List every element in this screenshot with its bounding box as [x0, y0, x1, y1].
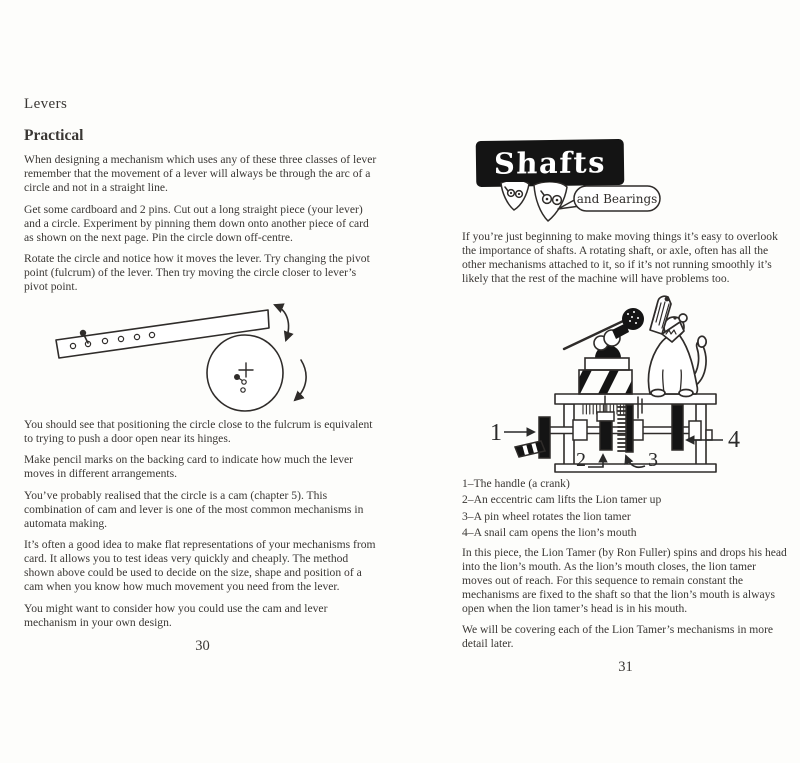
callout-4: 4: [728, 426, 740, 453]
lion-eye: [673, 316, 676, 319]
list-item: 4–A snail cam opens the lion’s mouth: [462, 526, 637, 539]
page-number: 30: [195, 637, 210, 654]
speech-bubble-text: and Bearings: [576, 192, 658, 206]
lever-swing-arrow: [275, 305, 289, 340]
lion-body: [648, 334, 697, 394]
lion-ear: [679, 314, 687, 322]
list-item: 3–A pin wheel rotates the lion tamer: [462, 509, 631, 523]
page-number: 31: [618, 659, 633, 675]
list-item: 1–The handle (a crank): [462, 476, 570, 490]
paragraph: We will be covering each of the Lion Tamer’s mechanisms in more detail later.: [462, 623, 774, 650]
lion-tamer-figure: [452, 294, 792, 474]
paragraph: You might want to consider how you could use the cam and lever mechanism in your own design.: [24, 601, 328, 629]
paragraph: If you’re just beginning to make moving things it’s easy to overlook the importance of shafts. A rotating shaft, or axle, often has all the other mechanisms attached to it, so if it’s not running smoothly it’s likely that the rest of the machine will have problems too.: [462, 230, 778, 285]
snail-cam: [672, 405, 683, 450]
shaft-character-left: [501, 182, 529, 210]
pedestal: [571, 345, 646, 394]
bearing-block: [689, 421, 701, 440]
pin-wheel: [626, 405, 633, 452]
page-title: Levers: [24, 96, 68, 112]
bearing-block: [573, 420, 587, 440]
right-page: [462, 140, 789, 676]
shafts-chapter-logo: [462, 140, 789, 230]
paragraph: It’s often a good idea to make flat representations of your mechanisms from card. It allows you to test ideas very quickly and cheaply. The method shown above could be used to decide on the size, shape and position of a cam when you know how much movement you need from the lever.: [24, 538, 376, 593]
tamer-head: [622, 308, 644, 330]
paragraph: In this piece, the Lion Tamer (by Ron Fuller) spins and drops his head into the lion’s mouth. As the lion’s mouth closes, the lion tamer moves out of reach. For this sequence to remain constant the mechanisms are fixed to the shaft so that the lion’s mouth is always open when the lion tamer’s head is in his mouth.: [462, 545, 787, 615]
lion: [648, 296, 706, 396]
callout-2: 2: [576, 448, 586, 471]
mechanism-list: [462, 476, 789, 542]
cam-lever-diagram: [24, 302, 380, 414]
left-page: [24, 96, 381, 655]
list-item: 2–An eccentric cam lifts the Lion tamer up: [462, 493, 662, 506]
pivot-pin: [80, 329, 86, 335]
paragraph: Make pencil marks on the backing card to indicate how much the lever moves in different arrangements.: [24, 453, 354, 480]
paragraph: Get some cardboard and 2 pins. Cut out a long straight piece (your lever) and a circle. Experiment by pinning them down onto another piece of card as shown on the next page. Pin the circle down off-centre.: [24, 202, 369, 244]
paragraph: You should see that positioning the circle close to the fulcrum is equivalent to trying to push a door open near its hinges.: [24, 417, 373, 445]
cam-rotation-arrow: [295, 360, 306, 400]
eccentric-cam: [600, 421, 612, 450]
shafts-banner: [476, 139, 625, 187]
banner-title: Shafts: [493, 145, 607, 181]
lion-nose: [665, 296, 670, 301]
paragraph: You’ve probably realised that the circle is a cam (chapter 5). This combination of cam and lever is one of the most common mechanisms in automata making.: [24, 488, 364, 530]
callout-3: 3: [648, 448, 658, 471]
cam-circle: [207, 335, 283, 411]
shaft-characters-and-bubble: [498, 182, 668, 240]
callout-1: 1: [490, 419, 502, 446]
cam-follower: [597, 412, 614, 421]
section-heading: Practical: [24, 127, 84, 144]
lion-tamer: [564, 308, 644, 350]
paragraph: Rotate the circle and notice how it moves the lever. Try changing the pivot point (fulcrum) of the lever. Then try moving the circle closer to lever’s pivot point.: [24, 252, 370, 293]
mechanism: [515, 396, 712, 458]
paragraph: When designing a mechanism which uses any of these three classes of lever remember that the movement of a lever will always be through the arc of a circle and not in a straight line.: [24, 153, 377, 194]
